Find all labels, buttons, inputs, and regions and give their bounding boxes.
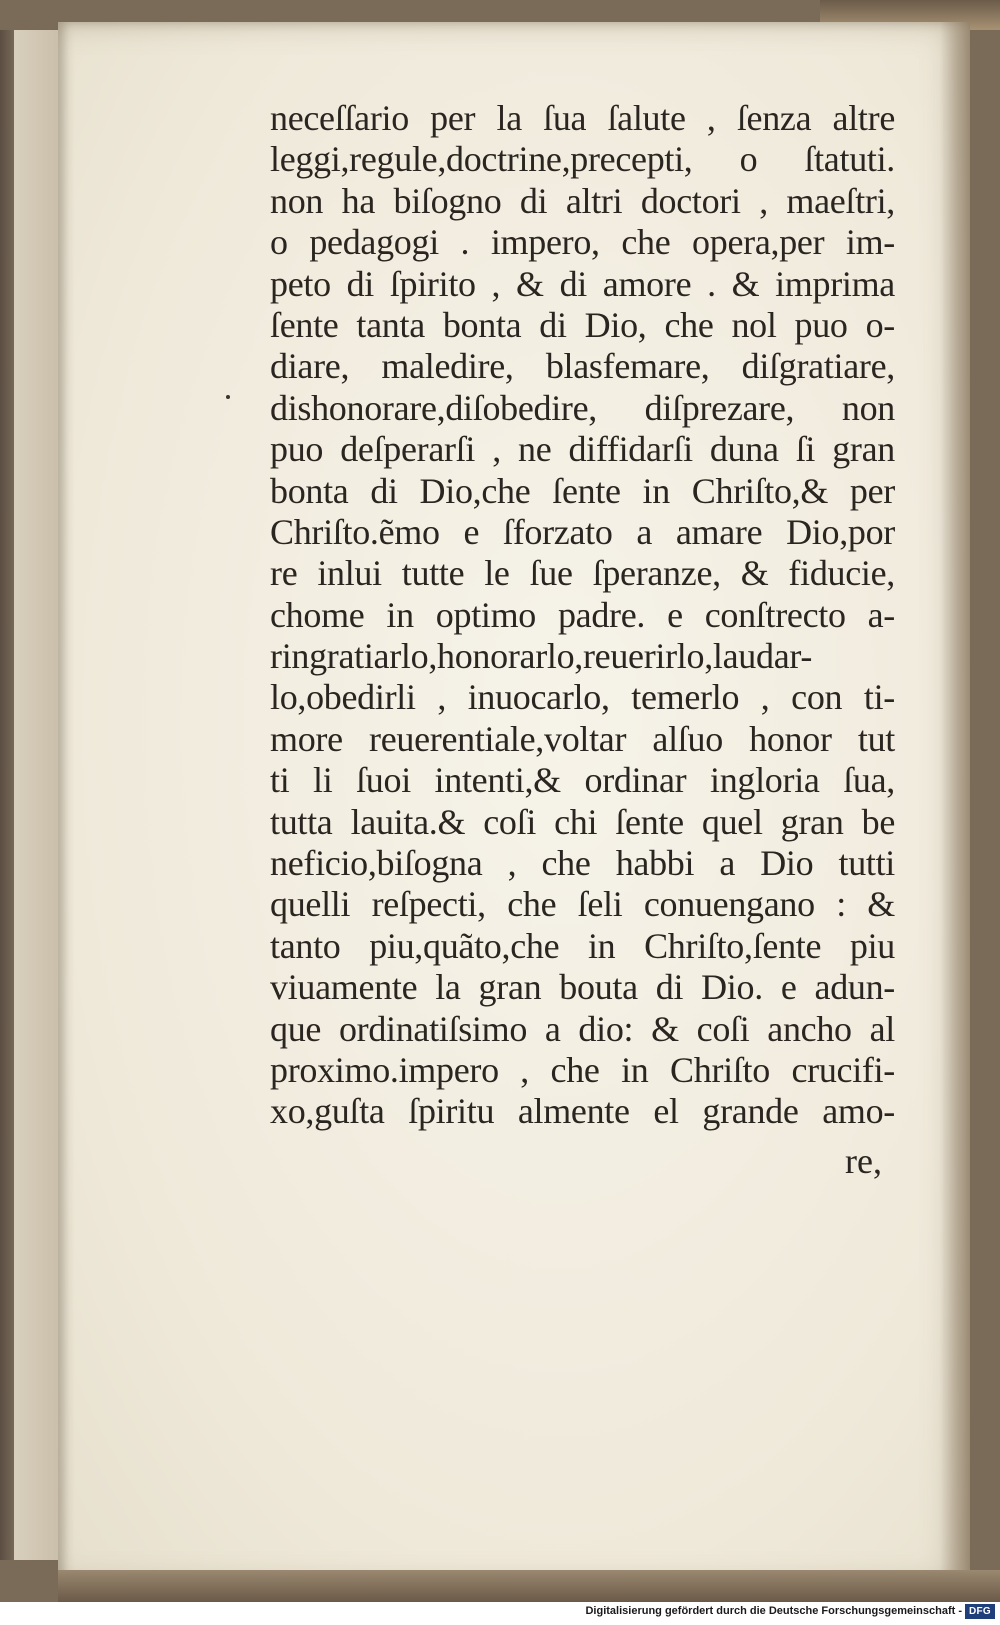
text-line: lo,obedirli , inuocarlo, temerlo , con ti- [270,677,895,718]
ink-mark [226,395,230,399]
text-line: puo deſperarſi , ne diffidarſi duna ſi gran [270,429,895,470]
footer-credit: Digitalisierung gefördert durch die Deutsche Forschungsgemeinschaft - [585,1605,962,1617]
text-line: re inlui tutte le ſue ſperanze, & fiducie, [270,553,895,594]
text-line: viuamente la gran bouta di Dio. e adun- [270,967,895,1008]
text-line: non ha biſogno di altri doctori , maeſtri, [270,180,895,221]
page-gutter-shadow [940,22,970,1584]
text-line: quelli reſpecti, che ſeli conuengano : & [270,884,895,925]
text-line: neceſſario per la ſua ſalute , ſenza altre [270,98,895,138]
text-line: que ordinatiſsimo a dio: & coſi ancho al [270,1008,895,1049]
text-line: xo,guſta ſpiritu almente el grande amo- [270,1091,895,1132]
text-line: ti li ſuoi intenti,& ordinar ingloria ſua, [270,760,895,801]
page-text [270,98,895,1133]
text-line: tutta lauita.& coſi chi ſente quel gran be [270,801,895,842]
dfg-logo: DFG [965,1604,995,1619]
text-line: o pedagogi . impero, che opera,per im- [270,222,895,263]
text-line: diare, maledire, blasfemare, diſgratiare, [270,346,895,387]
text-line: tanto piu,quãto,che in Chriſto,ſente piu [270,925,895,966]
text-line: proximo.impero , che in Chriſto crucifi- [270,1049,895,1090]
text-line: ſente tanta bonta di Dio, che nol puo o- [270,304,895,345]
book-bottom-edge [58,1570,1000,1602]
text-line: Chriſto.ẽmo e ſforzato a amare Dio,por [270,511,895,552]
text-line: chome in optimo padre. e conſtrecto a- [270,594,895,635]
text-line: ringratiarlo,honorarlo,reuerirlo,laudar- [270,636,813,677]
text-line: peto di ſpirito , & di amore . & imprima [270,263,895,304]
text-line: more reuerentiale,voltar alſuo honor tut [270,718,895,759]
text-line: bonta di Dio,che ſente in Chriſto,& per [270,470,895,511]
page-stack-edge [14,30,63,1560]
text-line: neficio,biſogna , che habbi a Dio tutti [270,843,895,884]
catchword: re, [845,1141,882,1181]
text-line: dishonorare,diſobedire, diſprezare, non [270,387,895,428]
text-line: leggi,regule,doctrine,precepti, o ſtatuti. [270,139,895,180]
